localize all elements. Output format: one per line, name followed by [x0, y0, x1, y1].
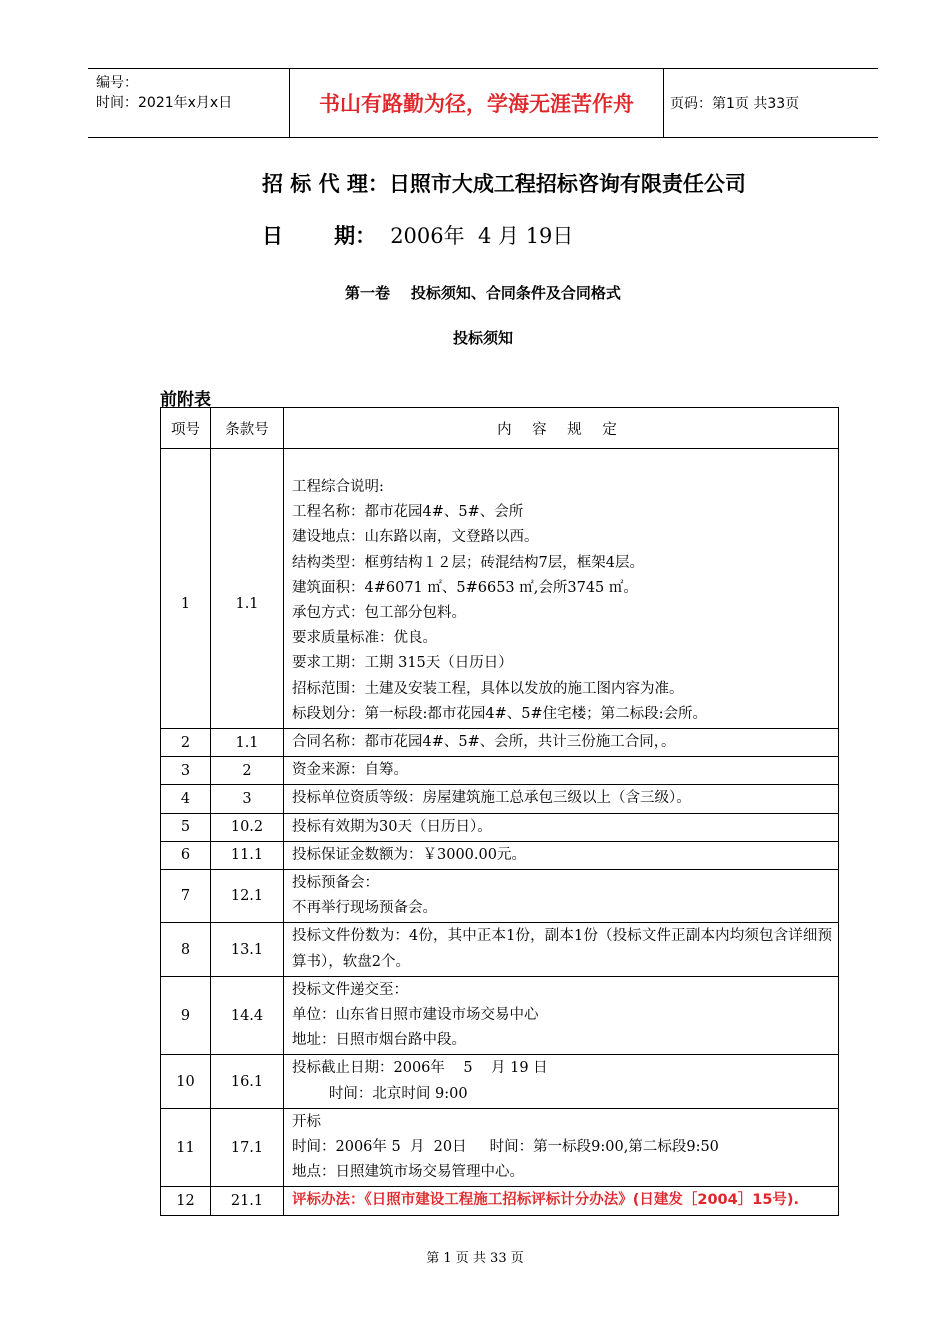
content-line: 要求工期：工期 315天（日历日）: [292, 655, 513, 672]
row-clause-no: 3: [211, 785, 284, 813]
table-row: [161, 729, 839, 757]
row-item-no: 6: [161, 841, 211, 869]
header-number: 编号：: [96, 75, 138, 91]
row-content: [284, 841, 839, 869]
volume-title: 第一卷 投标须知、合同条件及合同格式: [345, 284, 621, 302]
row-clause-no: 12.1: [211, 870, 284, 923]
table-row: [161, 976, 839, 1055]
table-row: [161, 870, 839, 923]
row-content: [284, 785, 839, 813]
row-item-no: 4: [161, 785, 211, 813]
content-line: 结构类型：框剪结构１２层；砖混结构7层，框架4层。: [292, 554, 644, 571]
row-content: [284, 1055, 839, 1108]
section-title: 投标须知: [452, 329, 513, 347]
content-line: 投标文件递交至：: [292, 981, 408, 998]
table-row: [161, 449, 839, 729]
row-content: [284, 813, 839, 841]
row-clause-no: 1.1: [211, 449, 284, 729]
row-item-no: 2: [161, 729, 211, 757]
content-line: 时间：2006年 5 月 20日 时间：第一标段9:00,第二标段9:50: [292, 1139, 719, 1156]
content-line: 工程综合说明:: [292, 479, 384, 495]
content-line: 开标: [292, 1113, 321, 1130]
date-label: 日 期：: [262, 224, 377, 248]
row-clause-no: 17.1: [211, 1108, 284, 1187]
content-line: 工程名称：都市花园4#、5#、会所: [292, 504, 524, 521]
header-meta: [96, 73, 232, 113]
date-line: [262, 220, 573, 250]
table-row: [161, 1055, 839, 1108]
row-item-no: 1: [161, 449, 211, 729]
header-page-number: 页码：第1页 共33页: [670, 96, 800, 112]
content-line: 投标截止日期：2006年 5 月 19 日: [292, 1060, 548, 1077]
row-clause-no: 2: [211, 757, 284, 785]
content-line: 投标预备会：: [292, 875, 379, 892]
row-item-no: 3: [161, 757, 211, 785]
content-line: 合同名称：都市花园4#、5#、会所，共计三份施工合同，。: [292, 734, 676, 751]
content-line: 承包方式：包工部分包料。: [292, 605, 466, 622]
table-caption: 前附表: [160, 390, 211, 410]
agency-line: [262, 168, 746, 198]
row-clause-no: 13.1: [211, 923, 284, 976]
row-item-no: 9: [161, 976, 211, 1055]
content-line: 地址：日照市烟台路中段。: [292, 1032, 466, 1049]
row-item-no: 10: [161, 1055, 211, 1108]
content-line: 资金来源：自筹。: [292, 762, 408, 779]
row-item-no: 5: [161, 813, 211, 841]
row-clause-no: 1.1: [211, 729, 284, 757]
row-content: [284, 449, 839, 729]
table-row: [161, 785, 839, 813]
row-item-no: 7: [161, 870, 211, 923]
header-motto: 书山有路勤为径，学海无涯苦作舟: [289, 69, 664, 137]
row-item-no: 8: [161, 923, 211, 976]
table-header-row: [161, 408, 839, 449]
bid-info-table: [160, 407, 839, 1216]
content-line: 要求质量标准：优良。: [292, 630, 437, 647]
row-content: [284, 923, 839, 976]
header-time: 时间：2021年x月x日: [96, 95, 233, 111]
content-line: 不再举行现场预备会。: [292, 900, 437, 917]
content-line: 标段划分：第一标段:都市花园4#、5#住宅楼；第二标段:会所。: [292, 705, 708, 722]
content-line: 时间：北京时间 9:00: [292, 1085, 468, 1102]
content-line: 建设地点：山东路以南，文登路以西。: [292, 529, 539, 546]
content-line: 投标单位资质等级：房屋建筑施工总承包三级以上（含三级）。: [292, 790, 691, 807]
agency-label: 招 标 代 理：: [262, 172, 389, 196]
content-line: 建筑面积：4#6071 ㎡、5#6653 ㎡,会所3745 ㎡。: [292, 579, 638, 596]
agency-name: 日照市大成工程招标咨询有限责任公司: [388, 172, 746, 196]
row-content: [284, 757, 839, 785]
row-content: [284, 1108, 839, 1187]
content-line: 投标保证金数额为：￥3000.00元。: [292, 846, 526, 863]
row-clause-no: 10.2: [211, 813, 284, 841]
row-content: [284, 870, 839, 923]
content-line: 投标文件份数为：4份，其中正本1份，副本1份（投标文件正副本内均须包含详细预算书），软盘2个。: [292, 928, 832, 970]
row-clause-no: 11.1: [211, 841, 284, 869]
row-content: [284, 729, 839, 757]
page-header: [88, 68, 878, 138]
content-line: 单位：山东省日照市建设市场交易中心: [292, 1007, 539, 1024]
col-header-clause-no: 条款号: [211, 408, 284, 449]
table-row: [161, 757, 839, 785]
table-row: [161, 1108, 839, 1187]
content-line: 招标范围：土建及安装工程，具体以发放的施工图内容为准。: [292, 680, 684, 697]
row-clause-no: 21.1: [211, 1187, 284, 1215]
row-clause-no: 16.1: [211, 1055, 284, 1108]
evaluation-method-text: 评标办法：《日照市建设工程施工招标评标计分办法》(日建发［2004］15号).: [292, 1192, 800, 1209]
row-item-no: 11: [161, 1108, 211, 1187]
table-row: [161, 841, 839, 869]
row-clause-no: 14.4: [211, 976, 284, 1055]
date-value: 2006年 4 月 19日: [390, 224, 574, 248]
page-footer: 第 1 页 共 33 页: [426, 1251, 524, 1266]
table-row: [161, 923, 839, 976]
col-header-content: 内 容 规 定: [284, 408, 839, 449]
table-row: [161, 1187, 839, 1215]
col-header-item-no: 项号: [161, 408, 211, 449]
table-row: [161, 813, 839, 841]
row-item-no: 12: [161, 1187, 211, 1215]
row-content: [284, 976, 839, 1055]
content-line: 投标有效期为30天（日历日）。: [292, 818, 492, 835]
content-line: 地点：日照建筑市场交易管理中心。: [292, 1164, 524, 1181]
row-content: [284, 1187, 839, 1215]
